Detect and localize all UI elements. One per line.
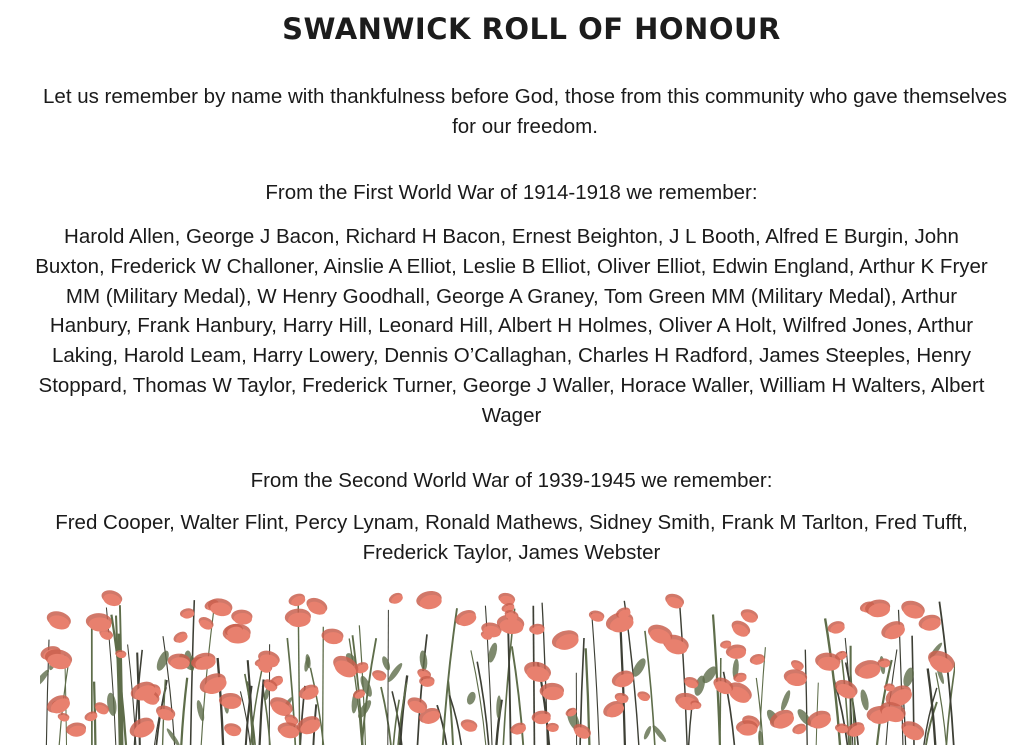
poppy-field-icon <box>40 590 955 745</box>
second-war-heading: From the Second World War of 1939-1945 we remember: <box>250 469 773 492</box>
second-war-names: Fred Cooper, Walter Flint, Percy Lynam, Ronald Mathews, Sidney Smith, Frank M Tarlton, Fred Tufft, Frederick Taylor, James Webster <box>55 511 968 564</box>
first-war-names: Harold Allen, George J Bacon, Richard H Bacon, Ernest Beighton, J L Booth, Alfred E Burgin, John Buxton, Frederick W Challoner, Ainslie A Elliot, Leslie B Elliot, Oliver Elliot, Edwin England, Arthur K Fryer MM (Military Medal), W Henry Goodhall, George A Graney, Tom Green MM (Military Medal), Arthur Hanbury, Frank Hanbury, Harry Hill, Leonard Hill, Albert H Holmes, Oliver A Holt, Wilfred Jones, Arthur Laking, Harold Leam, Harry Lowery, Dennis O’Callaghan, Charles H Radford, James Steeples, Henry Stoppard, Thomas W Taylor, Frederick Turner, George J Waller, Horace Waller, William H Walters, Albert Wager <box>35 225 988 427</box>
intro-text: Let us remember by name with thankfulness before God, those from this community who gave themselves for our freedom. <box>43 85 1007 138</box>
first-war-heading: From the First World War of 1914-1918 we remember: <box>265 181 758 204</box>
page-title: SWANWICK ROLL OF HONOUR <box>282 12 781 46</box>
